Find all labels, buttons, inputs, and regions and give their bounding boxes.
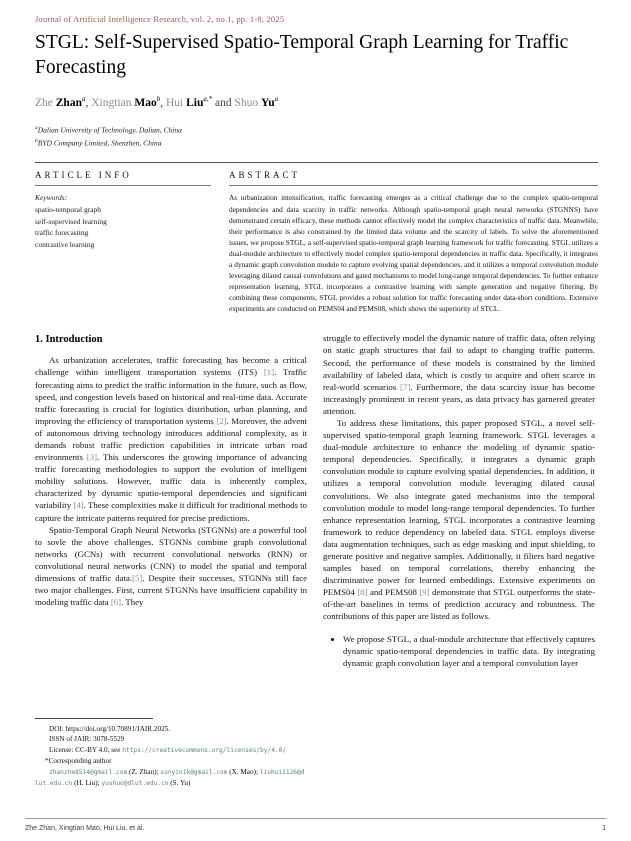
abstract-text: As urbanization intensification, traffic forecasting emerges as a critical challenge due to the complex spatio-temporal dependencies and data scarcity in traffic networks. Although spatio-temporal graph neural networks (STGNNS) have demonstrated certain efficacy, these methods cannot effectively model the complex characteristics of traffic data. Meanwhile, their performance is also constrained by the limited data volume and the scarcity of labels. To solve the aforementioned issues, we propose STGL, a self-supervised spatio-temporal graph learning framework for traffic forecasting. STGL utilizes a dual-module architecture to effectively model complex spatio-temporal dependencies in traffic data. Specifically, it integrates a dynamic graph convolution module to capture evolving spatial dependencies, and it utilizes a temporal convolution module leveraging dilated causal convolutions and gated mechanisms to model long-range temporal dependencies. To further enhance representation learning, STGL incorporates a contrastive learning with sample generation and negative filtering. By combining these components, STGL provides a robust solution for traffic forecasting under data-short conditions. Extensive experiments are conducted on PEMS04 and PEMS08, which shows the superiority of STCL.	[229, 193, 598, 314]
author-list	[35, 95, 598, 109]
author-affiliation-mark: b	[156, 95, 161, 104]
body-columns	[35, 332, 598, 788]
author-email-link[interactable]: zhanzhe8514@gmail.com	[49, 768, 128, 776]
footer-running-authors: Zhe Zhan, Xingtian Mao, Hui Liu, et al.	[25, 825, 145, 832]
author-affiliation-mark: a	[274, 95, 279, 104]
keyword-item: self-supervised learning	[35, 216, 107, 226]
citation-link[interactable]: [4]	[73, 500, 84, 511]
author-separator: ,	[85, 96, 92, 109]
author-last-name: Liu	[186, 96, 204, 109]
author-first-name: Shuo	[234, 96, 261, 109]
author-last-name: Yu	[261, 96, 275, 109]
footer-page-number: 1	[602, 825, 606, 832]
footnote-block	[35, 718, 307, 789]
license-url-link[interactable]: https://creativecommons.org/licenses/by/4.0/	[122, 747, 287, 755]
doi-line: DOI: https://doi.org/10.70891/JAIR.2025.	[49, 724, 171, 733]
info-abstract-block	[35, 162, 598, 314]
author-emails-line	[35, 767, 307, 789]
left-column-paragraphs	[35, 354, 307, 608]
contribution-bullet-list	[327, 633, 595, 669]
author-email-link[interactable]: liuhui1126@dlut.edu.cn	[35, 768, 305, 787]
paragraph: As urbanization accelerates, traffic forecasting has become a critical challenge within intelligent transportation systems (ITS) [1]. Traffic forecasting aims to predict the traffic information in the future, such as flow, speed, and congestion levels based on historical and real-time data. Accurate traffic forecasting is crucial for logistics distribution, urban planning, and improving the efficiency of transportation systems [2]. Moreover, the advent of autonomous driving technology introduces additional complexity, as it demands robust traffic prediction capabilities in intricate urban road environments [3]. This underscores the growing importance of advancing traffic forecasting methodologies to support the evolution of intelligent mobility solutions. However, traffic data is inherently complex, characterized by dynamic spatio-temporal dependencies and significant variability [4]. These complexities make it difficult for traditional methods to capture the intricate patterns required for precise predictions.	[35, 355, 308, 523]
affiliation: $^a$Dalian University of Technology, Dalian, China	[35, 124, 182, 135]
author-first-name: Xingtian	[91, 96, 135, 109]
paper-title: STGL: Self-Supervised Spatio-Temporal Graph Learning for Traffic Forecasting	[35, 32, 569, 78]
abstract-column	[229, 170, 598, 314]
corresponding-author-line: *Corresponding author	[45, 756, 112, 765]
author	[166, 97, 235, 109]
article-info-column	[35, 170, 211, 314]
author-last-name: Zhan	[55, 96, 82, 109]
author-last-name: Mao	[134, 96, 157, 109]
author	[234, 97, 278, 109]
paragraph: Spatio-Temporal Graph Neural Networks (STGNNs) are a powerful tool to sovle the above challenges. STGNNs combine graph convolutional networks (GCNs) with recurrent convolutional networks (RNN) or convolutional neural networks (CNN) to model the spatial and temporal dimensions of traffic data.[5]. Despite their successes, STGNNs still face two major challenges. First, current STGNNs have insufficient capability in modeling traffic data [6]. They	[35, 524, 308, 608]
keyword-item: contrastive learning	[35, 239, 95, 249]
footnote-rule	[35, 718, 153, 719]
citation-link[interactable]: [8]	[357, 587, 368, 598]
affiliation-mark: b	[35, 138, 38, 145]
right-column	[323, 332, 595, 788]
email-owner: (H. Liu);	[72, 778, 102, 787]
page-footer	[25, 818, 606, 832]
affiliation-mark: a	[35, 124, 38, 131]
abstract-heading: ABSTRACT	[229, 170, 598, 186]
citation-link[interactable]: [5]	[132, 573, 143, 583]
author-affiliation-mark: a	[81, 95, 86, 104]
author	[35, 97, 91, 109]
keywords-block	[35, 192, 211, 250]
citation-link[interactable]: [2]	[216, 415, 227, 426]
author-separator: ,	[160, 96, 166, 109]
email-owner: (S. Yu)	[168, 778, 191, 787]
author-email-link[interactable]: xunyin1k@gmail.com	[160, 768, 228, 776]
license-prefix: License: CC-BY 4.0, see	[49, 746, 123, 755]
issn-line: ISSN of JAIR: 3078-5529	[49, 735, 125, 744]
keyword-item: traffic forecasting	[35, 228, 89, 238]
contribution-bullet: • We propose STGL, a dual-module architecture that effectively captures dynamic spatio-temporal dependencies in traffic data. By integrating dynamic graph convolution layer and a temporal convolution layer	[343, 633, 595, 669]
citation-link[interactable]: [3]	[86, 452, 98, 463]
citation-link[interactable]: [6]	[110, 597, 122, 608]
paragraph: To address these limitations, this paper proposed STGL, a novel self-supervised spatio-temporal graph learning framework. STGL leverages a dual-module architecture to enhance the modeling of dynamic spatio-temporal dependencies. Specifically, it integrates a dynamic graph convolution module to capture evolving spatial dependencies. In addition, it utilizes a temporal convolution module leveraging dilated causal convolutions. We also integrate gated mechanisms into the temporal convolution module to model long-range temporal dependencies. To further enhance representation learning, STGL incorporates a contrastive learning framework to reduce dependency on labeled data. STGL employs diverse data augmentation techniques, such as edge masking and input shielding, to generate positive and negative samples. Additionally, it filters hard negative samples based on temporal correlations, thereby enhancing the discriminative power for learned embeddings. Extensive experiments on PEMS04 [8] and PEMS08 [9] demonstrate that STGL outperforms the state-of-the-art baselines in terms of prediction accuracy and robustness. The contributions of this paper are listed as follows.	[323, 417, 596, 622]
paragraph: struggle to effectively model the dynamic nature of traffic data, often relying on static graph structures that fail to adapt to changing traffic patterns. Second, the performance of these models is constrained by the limited availability of labeled data, which is costly to acquire and often scarce in real-world scenarios [7]. Furthermore, the data scarcity issue has become increasingly prominent in recent years, as data privacy has garnered greater attention.	[323, 333, 595, 416]
keywords-list	[35, 204, 211, 251]
author-first-name: Hui	[165, 96, 187, 109]
keywords-label: Keywords:	[35, 193, 68, 203]
article-info-heading: ARTICLE INFO	[35, 170, 211, 186]
email-owner: (X. Mao);	[227, 767, 260, 776]
citation-link[interactable]: [9]	[419, 587, 430, 598]
citation-link[interactable]: [1]	[263, 367, 275, 378]
author-separator: and	[212, 96, 235, 109]
author-first-name: Zhe	[35, 96, 56, 109]
author-email-link[interactable]: yushuo@dlut.edu.cn	[101, 779, 169, 787]
left-column	[35, 332, 307, 788]
affiliation: $^b$BYD Company Limited, Shenzhen, China	[35, 138, 162, 148]
right-column-paragraphs	[323, 332, 595, 622]
affiliation-list	[35, 124, 598, 151]
section-heading-introduction: 1. Introduction	[35, 334, 103, 346]
email-owner: (Z. Zhan);	[127, 767, 161, 776]
keyword-item: spatio-temporal graph	[35, 205, 102, 215]
author	[91, 97, 166, 109]
author-affiliation-mark: a,*	[203, 95, 213, 104]
license-line	[35, 745, 307, 756]
citation-link[interactable]: [7]	[400, 381, 411, 392]
journal-header: Journal of Artificial Intelligence Research, vol. 2, no.1, pp. 1-8, 2025	[35, 14, 285, 24]
